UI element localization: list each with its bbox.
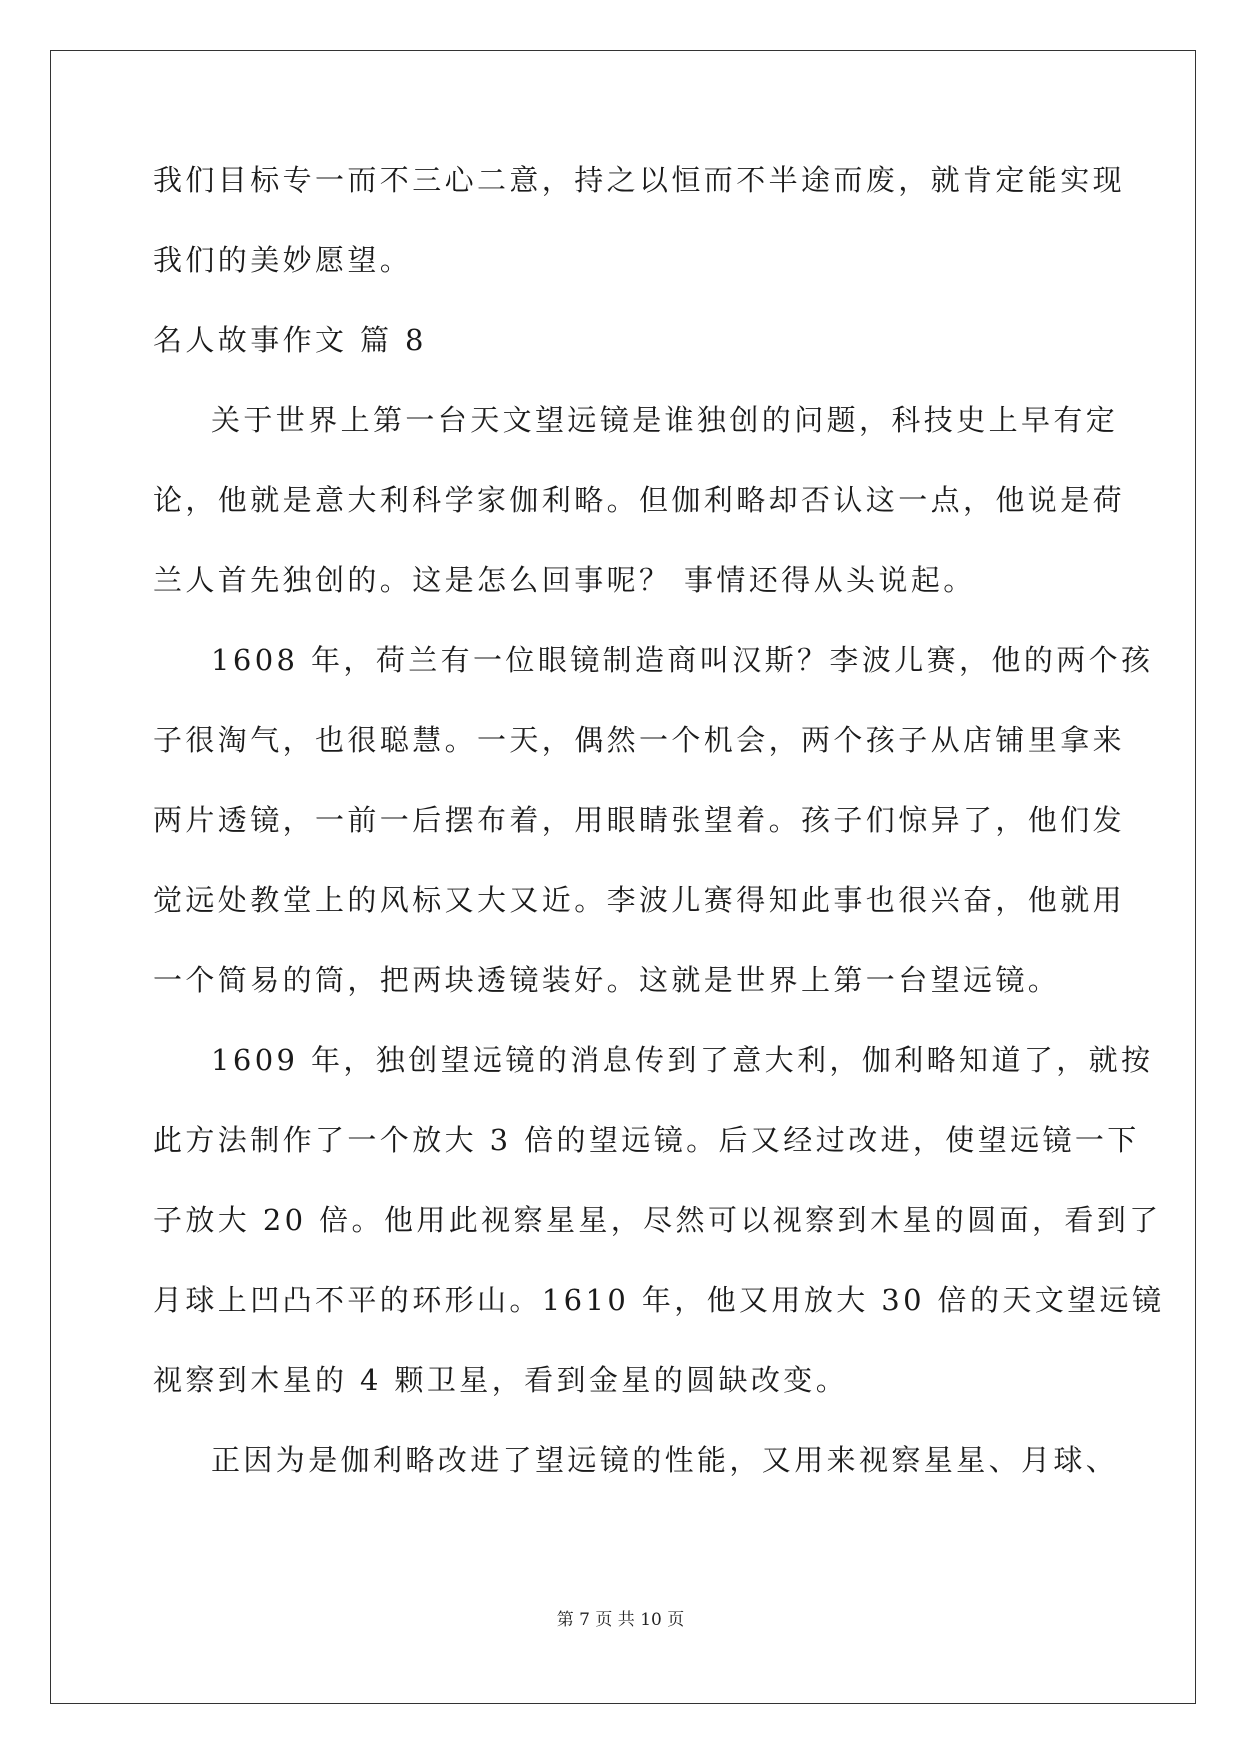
text-line: 视察到木星的 4 颗卫星，看到金星的圆缺改变。 xyxy=(153,1363,849,1397)
section-heading: 名人故事作文 篇 8 xyxy=(153,323,427,357)
text-line: 我们目标专一而不三心二意，持之以恒而不半途而废，就肯定能实现 xyxy=(153,163,1126,197)
text-line: 月球上凹凸不平的环形山。1610 年，他又用放大 30 倍的天文望远镜 xyxy=(153,1283,1165,1317)
text-line: 我们的美妙愿望。 xyxy=(153,243,413,277)
text-line: 正因为是伽利略改进了望远镜的性能，又用来视察星星、月球、 xyxy=(211,1443,1119,1477)
text-line: 此方法制作了一个放大 3 倍的望远镜。后又经过改进，使望远镜一下 xyxy=(153,1123,1140,1157)
text-line: 论，他就是意大利科学家伽利略。但伽利略却否认这一点，他说是荷 xyxy=(153,483,1126,517)
text-line: 兰人首先独创的。这是怎么回事呢？ 事情还得从头说起。 xyxy=(153,563,976,597)
text-line: 一个简易的筒，把两块透镜装好。这就是世界上第一台望远镜。 xyxy=(153,963,1061,997)
text-line: 子放大 20 倍。他用此视察星星，尽然可以视察到木星的圆面，看到了 xyxy=(153,1203,1162,1237)
text-line: 关于世界上第一台天文望远镜是谁独创的问题，科技史上早有定 xyxy=(211,403,1119,437)
text-line: 觉远处教堂上的风标又大又近。李波儿赛得知此事也很兴奋，他就用 xyxy=(153,883,1126,917)
text-line: 子很淘气，也很聪慧。一天，偶然一个机会，两个孩子从店铺里拿来 xyxy=(153,723,1126,757)
text-line: 两片透镜，一前一后摆布着，用眼睛张望着。孩子们惊异了，他们发 xyxy=(153,803,1126,837)
text-line: 1609 年，独创望远镜的消息传到了意大利，伽利略知道了，就按 xyxy=(211,1043,1154,1077)
page-number: 第 7 页 共 10 页 xyxy=(556,1610,685,1630)
text-line: 1608 年，荷兰有一位眼镜制造商叫汉斯？李波儿赛，他的两个孩 xyxy=(211,643,1154,677)
